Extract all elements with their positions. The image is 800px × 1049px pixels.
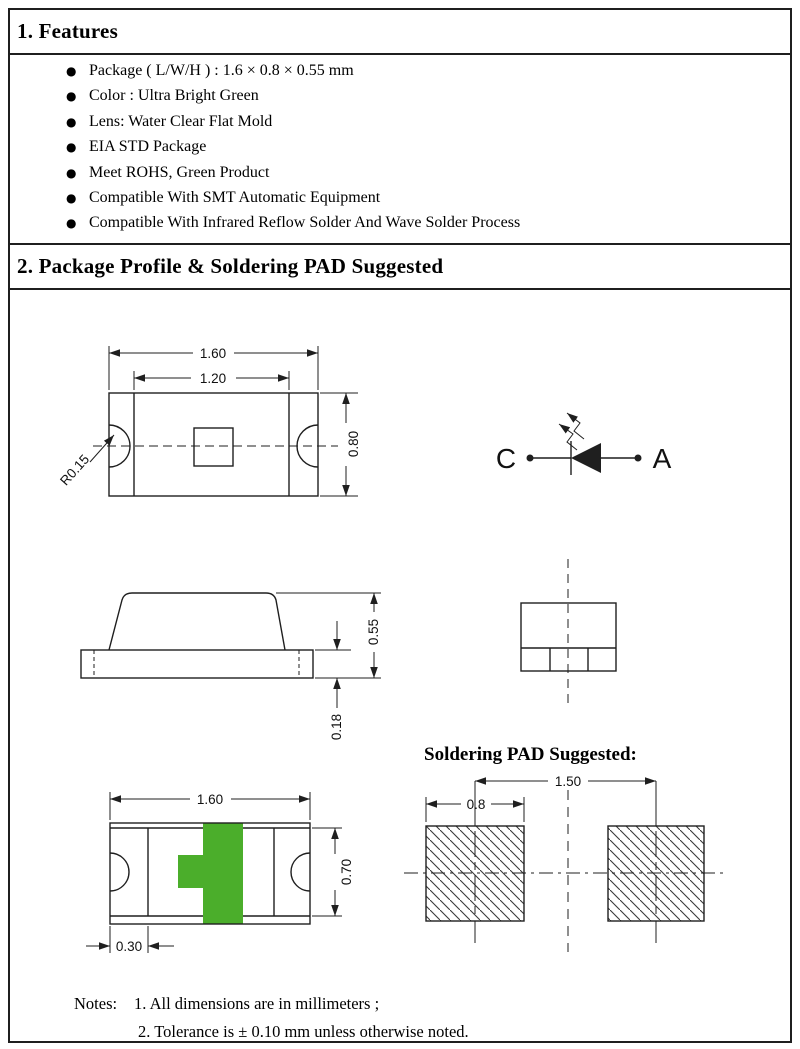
light-emission-arrow-icon <box>567 413 584 439</box>
feature-item <box>10 189 790 214</box>
notes-label: Notes: <box>74 994 118 1013</box>
side-view-height-dim: 0.55 <box>366 618 381 646</box>
notes-block <box>74 994 469 1041</box>
bullet-icon: ● <box>66 64 77 78</box>
bullet-icon: ● <box>66 216 77 231</box>
features-list <box>10 55 790 245</box>
feature-text: Compatible With Infrared Reflow Solder And Wave Solder Process <box>89 214 521 232</box>
package-drawings <box>10 290 790 1041</box>
feature-text: Meet ROHS, Green Product <box>89 163 270 181</box>
feature-item <box>10 87 790 112</box>
bottom-view-diagram <box>86 792 354 954</box>
bottom-view-width-dim: 0.70 <box>339 858 354 886</box>
anode-terminal-dot <box>635 455 642 462</box>
soldering-pad-diagram <box>404 774 726 952</box>
top-view-inner-length-dim: 1.20 <box>199 371 227 386</box>
cathode-label: C <box>495 443 517 474</box>
led-circuit-symbol <box>496 413 672 475</box>
feature-item <box>10 113 790 138</box>
feature-text: EIA STD Package <box>89 138 207 156</box>
end-view-diagram <box>521 559 616 704</box>
bullet-icon: ● <box>66 89 77 104</box>
pad-width-dim: 0.8 <box>466 797 486 812</box>
bullet-icon: ● <box>66 140 77 155</box>
top-view-length-dim: 1.60 <box>199 346 227 361</box>
cathode-terminal-dot <box>527 455 534 462</box>
feature-item <box>10 164 790 189</box>
pad-section-title: Soldering PAD Suggested: <box>424 744 637 765</box>
top-view-diagram <box>57 346 361 496</box>
side-view-diagram <box>81 593 381 740</box>
bottom-view-length-dim: 1.60 <box>196 792 224 807</box>
diode-triangle-icon <box>571 443 601 473</box>
bullet-icon: ● <box>66 165 77 180</box>
bullet-icon: ● <box>66 114 77 129</box>
bullet-icon: ● <box>66 190 77 205</box>
feature-item <box>10 138 790 163</box>
diagram-area <box>10 290 790 1041</box>
feature-item <box>10 62 790 87</box>
top-view-radius-label: R0.15 <box>57 451 93 489</box>
note-line-1: 1. All dimensions are in millimeters ; <box>134 994 380 1013</box>
top-view-width-dim: 0.80 <box>346 430 361 458</box>
section2-header <box>10 245 790 290</box>
bottom-view-terminal-dim: 0.30 <box>115 939 143 954</box>
page-frame <box>8 8 792 1043</box>
section2-title: 2. Package Profile & Soldering PAD Suggested <box>17 254 444 278</box>
feature-text: Compatible With SMT Automatic Equipment <box>89 188 381 206</box>
feature-text: Color : Ultra Bright Green <box>89 87 259 105</box>
pad-pitch-dim: 1.50 <box>554 774 582 789</box>
note-line-2: 2. Tolerance is ± 0.10 mm unless otherwise noted. <box>138 1022 469 1041</box>
section1-header <box>10 10 790 55</box>
side-view-base-dim: 0.18 <box>329 713 344 741</box>
light-emission-arrow-icon <box>559 424 577 450</box>
feature-text: Lens: Water Clear Flat Mold <box>89 112 273 130</box>
feature-text: Package ( L/W/H ) : 1.6 × 0.8 × 0.55 mm <box>89 62 354 79</box>
feature-item <box>10 214 790 239</box>
section1-title: 1. Features <box>17 19 118 43</box>
anode-label: A <box>652 443 672 474</box>
